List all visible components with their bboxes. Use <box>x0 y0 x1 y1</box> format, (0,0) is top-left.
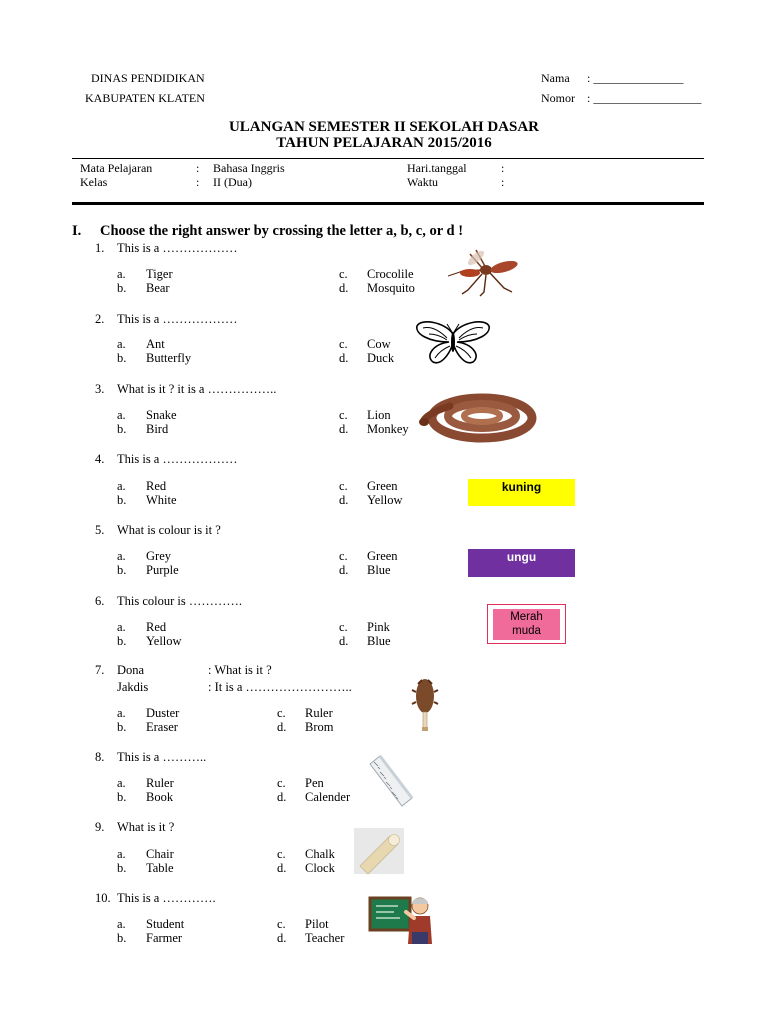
option-letter[interactable]: a. <box>117 620 126 634</box>
section-number: I. <box>72 223 82 239</box>
option-text: Monkey <box>367 422 409 436</box>
option-text: Duck <box>367 351 395 365</box>
option-letter[interactable]: b. <box>117 281 127 295</box>
duster-icon <box>410 678 440 734</box>
option-letter[interactable]: d. <box>339 281 349 295</box>
chalk-icon <box>354 828 404 874</box>
option-letter[interactable]: c. <box>277 706 286 720</box>
option-text: Table <box>146 861 174 875</box>
dialog-line: : It is a …………………….. <box>208 680 352 694</box>
option-text: Clock <box>305 861 335 875</box>
teacher-icon <box>368 892 434 946</box>
question-text: This is a ……….. <box>117 750 207 764</box>
exam-year: TAHUN PELAJARAN 2015/2016 <box>276 135 492 151</box>
option-letter[interactable]: b. <box>117 422 127 436</box>
agency-line1: DINAS PENDIDIKAN <box>91 71 205 85</box>
option-text: Red <box>146 479 167 493</box>
option-text: Blue <box>367 563 391 577</box>
number-label: Nomor <box>541 91 575 105</box>
snake-icon <box>420 386 536 444</box>
option-text: Book <box>146 790 174 804</box>
time-colon: : <box>501 175 505 189</box>
option-letter[interactable]: a. <box>117 776 126 790</box>
pink-color-frame <box>487 604 566 644</box>
option-letter[interactable]: d. <box>339 493 349 507</box>
option-text: Farmer <box>146 931 183 945</box>
option-letter[interactable]: d. <box>339 351 349 365</box>
option-text: Calender <box>305 790 351 804</box>
option-letter[interactable]: b. <box>117 720 127 734</box>
class-colon: : <box>196 175 200 189</box>
option-letter[interactable]: a. <box>117 267 126 281</box>
question-number: 1. <box>95 241 105 255</box>
class-value: II (Dua) <box>213 175 252 189</box>
option-text: Yellow <box>146 634 182 648</box>
number-field[interactable]: : __________________ <box>587 91 702 105</box>
yellow-color-box <box>468 479 575 506</box>
dialog-line: : What is it ? <box>208 663 272 677</box>
color-name-line1: Merah <box>510 611 543 623</box>
time-label: Waktu <box>407 175 439 189</box>
question-number: 8. <box>95 750 105 764</box>
color-name: ungu <box>506 550 537 564</box>
option-text: Red <box>146 620 167 634</box>
option-letter[interactable]: a. <box>117 917 126 931</box>
option-letter[interactable]: b. <box>117 351 127 365</box>
dialog-speaker: Jakdis <box>117 680 149 694</box>
purple-color-box <box>468 549 575 577</box>
question-text: This is a ……………… <box>117 312 238 326</box>
option-text: Duster <box>146 706 180 720</box>
color-name-line2: muda <box>512 625 541 637</box>
option-letter[interactable]: a. <box>117 847 126 861</box>
question-number: 4. <box>95 452 105 466</box>
section-instruction: Choose the right answer by crossing the letter a, b, c, or d ! <box>100 223 464 239</box>
option-letter[interactable]: c. <box>277 917 286 931</box>
option-letter[interactable]: b. <box>117 861 127 875</box>
option-letter[interactable]: a. <box>117 337 126 351</box>
option-text: Purple <box>146 563 179 577</box>
option-text: Green <box>367 479 398 493</box>
option-letter[interactable]: b. <box>117 634 127 648</box>
question-number: 5. <box>95 523 105 537</box>
agency-line2: KABUPATEN KLATEN <box>85 91 205 105</box>
option-text: Pilot <box>305 917 329 931</box>
option-letter[interactable]: d. <box>339 563 349 577</box>
subject-value: Bahasa Inggris <box>213 161 285 175</box>
question-number: 3. <box>95 382 105 396</box>
option-letter[interactable]: c. <box>339 408 348 422</box>
question-text: This is a …………. <box>117 891 216 905</box>
day-colon: : <box>501 161 505 175</box>
option-text: Mosquito <box>367 281 415 295</box>
info-top-rule <box>72 158 704 159</box>
question-text: This colour is …………. <box>117 594 242 608</box>
option-text: Snake <box>146 408 177 422</box>
option-text: Eraser <box>146 720 178 734</box>
option-text: Green <box>367 549 398 563</box>
option-letter[interactable]: a. <box>117 408 126 422</box>
option-letter[interactable]: b. <box>117 931 127 945</box>
question-text: What is it ? <box>117 820 175 834</box>
option-letter[interactable]: c. <box>339 479 348 493</box>
option-text: Brom <box>305 720 334 734</box>
question-text: This is a ……………… <box>117 241 238 255</box>
option-text: Pen <box>305 776 324 790</box>
option-text: Crocolile <box>367 267 414 281</box>
option-letter[interactable]: d. <box>277 720 287 734</box>
name-label: Nama <box>541 71 570 85</box>
option-letter[interactable]: c. <box>277 776 286 790</box>
option-letter[interactable]: c. <box>339 267 348 281</box>
question-number: 7. <box>95 663 105 677</box>
exam-title: ULANGAN SEMESTER II SEKOLAH DASAR <box>228 119 540 135</box>
option-text: Student <box>146 917 185 931</box>
subject-label: Mata Pelajaran <box>80 161 153 175</box>
question-text: What is it ? it is a …………….. <box>117 382 277 396</box>
option-letter[interactable]: b. <box>117 790 127 804</box>
option-letter[interactable]: d. <box>339 634 349 648</box>
pink-color-box <box>493 609 560 640</box>
option-text: Cow <box>367 337 391 351</box>
option-text: Pink <box>367 620 390 634</box>
butterfly-icon <box>415 320 491 366</box>
option-letter[interactable]: c. <box>277 847 286 861</box>
option-text: Chalk <box>305 847 335 861</box>
mosquito-icon <box>446 246 522 298</box>
option-text: White <box>146 493 177 507</box>
option-letter[interactable]: d. <box>277 861 287 875</box>
question-text: This is a ……………… <box>117 452 238 466</box>
option-text: Ruler <box>146 776 174 790</box>
option-text: Tiger <box>146 267 173 281</box>
color-name: kuning <box>501 480 542 494</box>
option-text: Yellow <box>367 493 403 507</box>
option-letter[interactable]: a. <box>117 479 126 493</box>
question-number: 10. <box>95 891 111 905</box>
day-label: Hari.tanggal <box>407 161 467 175</box>
option-text: Butterfly <box>146 351 192 365</box>
info-bottom-rule <box>72 202 704 205</box>
option-text: Teacher <box>305 931 345 945</box>
option-letter[interactable]: b. <box>117 563 127 577</box>
option-text: Blue <box>367 634 391 648</box>
question-number: 9. <box>95 820 105 834</box>
option-letter[interactable]: c. <box>339 337 348 351</box>
question-number: 6. <box>95 594 105 608</box>
option-letter[interactable]: b. <box>117 493 127 507</box>
option-text: Lion <box>367 408 391 422</box>
subject-colon: : <box>196 161 200 175</box>
option-text: Bird <box>146 422 169 436</box>
option-text: Chair <box>146 847 174 861</box>
option-text: Ruler <box>305 706 333 720</box>
option-letter[interactable]: d. <box>339 422 349 436</box>
option-text: Grey <box>146 549 171 563</box>
option-letter[interactable]: c. <box>339 549 348 563</box>
option-text: Ant <box>146 337 165 351</box>
class-label: Kelas <box>80 175 108 189</box>
option-text: Bear <box>146 281 170 295</box>
dialog-speaker: Dona <box>117 663 145 677</box>
ruler-icon <box>366 754 416 808</box>
option-letter[interactable]: d. <box>277 931 287 945</box>
option-letter[interactable]: c. <box>339 620 348 634</box>
question-number: 2. <box>95 312 105 326</box>
option-letter[interactable]: a. <box>117 549 126 563</box>
name-field[interactable]: : _______________ <box>587 71 684 85</box>
question-text: What is colour is it ? <box>117 523 221 537</box>
option-letter[interactable]: d. <box>277 790 287 804</box>
option-letter[interactable]: a. <box>117 706 126 720</box>
